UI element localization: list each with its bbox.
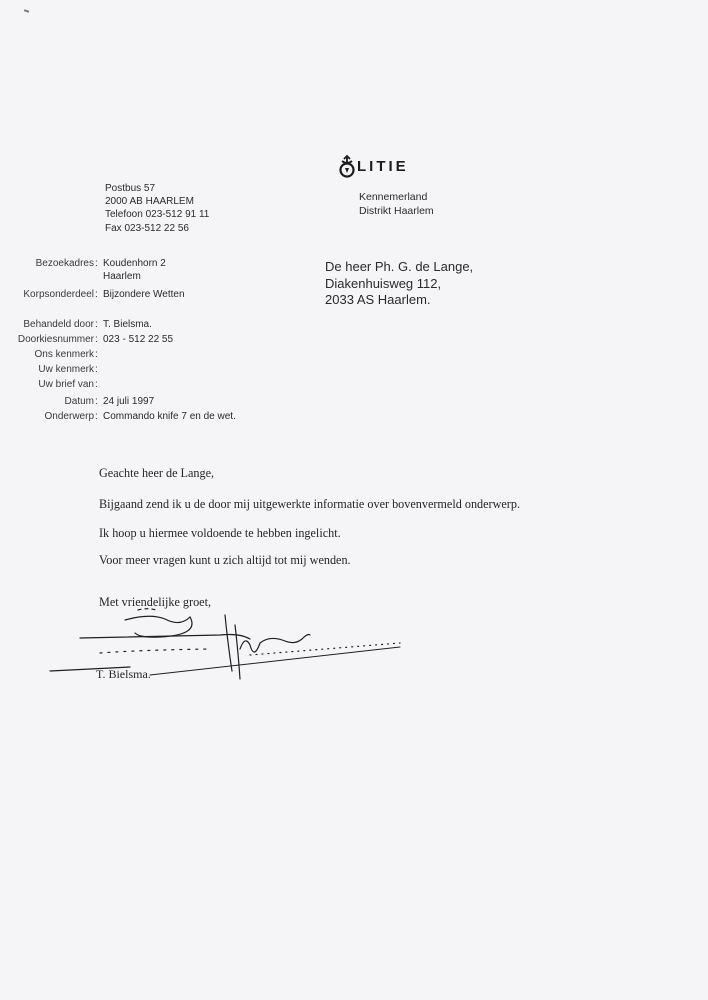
bezoekadres-label: Bezoekadres [35,258,94,269]
paragraph-3: Voor meer vragen kunt u zich altijd tot mij wenden. [99,553,351,567]
addressee [325,259,473,309]
doorkies-label: Doorkiesnummer [17,334,94,345]
logo-text: LITIE [357,158,409,175]
onderwerp-label: Onderwerp [44,411,94,422]
addressee-city: 2033 AS Haarlem. [325,292,431,307]
colon: : [95,379,98,390]
postal-city: 2000 AB HAARLEM [105,196,194,208]
paragraph-1: Bijgaand zend ik u de door mij uitgewerkte informatie over bovenvermeld onderwerp. [99,497,521,511]
addressee-street: Diakenhuisweg 112, [325,275,442,291]
colon: : [95,396,98,407]
salutation: Geachte heer de Lange, [99,466,215,480]
paragraph-2: Ik hoop u hiermee voldoende te hebben ingelicht. [99,526,341,540]
uw-brief-label: Uw brief van [38,379,94,390]
colon: : [95,349,98,360]
korpsonderdeel-value: Bijzondere Wetten [103,289,185,300]
unit-region: Kennemerland [359,191,428,203]
colon: : [95,411,98,422]
signatory-name: T. Bielsma. [96,667,151,681]
colon: : [95,334,98,345]
fax: Fax 023-512 22 56 [105,222,189,234]
colon: : [95,364,98,375]
doorkies-value: 023 - 512 22 55 [103,334,174,345]
colon: : [95,319,98,330]
closing: Met vriendelijke groet, [99,595,212,609]
addressee-name: De heer Ph. G. de Lange, [325,259,474,274]
korpsonderdeel-label: Korpsonderdeel [23,289,94,300]
uw-kenmerk-label: Uw kenmerk [38,364,94,375]
telephone: Telefoon 023-512 91 11 [105,209,210,221]
postbus: Postbus 57 [105,183,156,194]
behandeld-value: T. Bielsma. [103,319,152,330]
bezoekadres-value: Koudenhorn 2 [103,258,166,269]
bezoekadres-city: Haarlem [103,271,141,282]
reference-fields [0,0,708,430]
unit-district: Distrikt Haarlem [359,204,434,217]
onderwerp-value: Commando knife 7 en de wet. [103,411,236,422]
datum-label: Datum [64,396,94,407]
ons-kenmerk-label: Ons kenmerk [34,349,94,360]
colon: : [95,258,98,269]
behandeld-label: Behandeld door [23,319,94,330]
colon: : [95,289,98,300]
datum-value: 24 juli 1997 [103,396,155,407]
